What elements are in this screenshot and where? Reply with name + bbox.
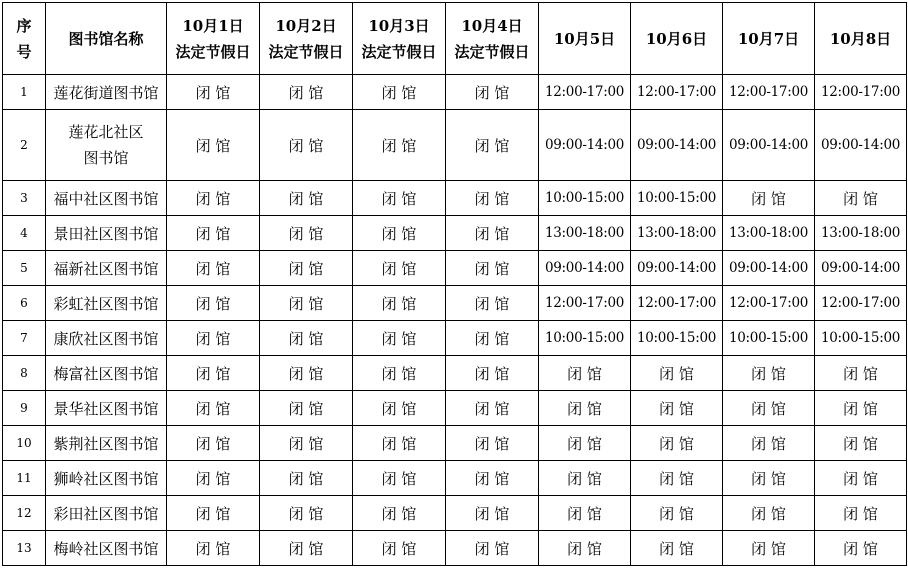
hours-cell: 10:00-15:00	[539, 181, 631, 216]
hours-cell: 闭 馆	[446, 286, 539, 321]
header-day-2-date: 10月2日	[275, 16, 337, 35]
hours-cell: 12:00-17:00	[723, 286, 815, 321]
hours-cell: 闭 馆	[167, 75, 260, 110]
library-name-line1: 莲花北社区	[68, 123, 144, 141]
hours-cell: 闭 馆	[167, 216, 260, 251]
hours-cell: 09:00-14:00	[723, 251, 815, 286]
hours-cell: 闭 馆	[260, 461, 353, 496]
hours-cell: 闭 馆	[446, 321, 539, 356]
header-day-7: 10月7日	[723, 3, 815, 75]
hours-cell: 09:00-14:00	[631, 110, 723, 181]
header-library-name: 图书馆名称	[46, 3, 167, 75]
hours-cell: 闭 馆	[260, 321, 353, 356]
header-day-1	[167, 3, 260, 75]
hours-cell: 闭 馆	[167, 181, 260, 216]
hours-cell: 闭 馆	[446, 251, 539, 286]
header-day-8: 10月8日	[815, 3, 907, 75]
table-row	[3, 110, 907, 181]
hours-cell: 闭 馆	[446, 216, 539, 251]
hours-cell: 闭 馆	[815, 461, 907, 496]
row-index: 6	[3, 286, 46, 321]
hours-cell: 闭 馆	[353, 251, 446, 286]
table-row	[3, 461, 907, 496]
library-name: 莲花街道图书馆	[46, 75, 167, 110]
header-index-line1: 序	[16, 16, 32, 35]
hours-cell: 闭 馆	[353, 216, 446, 251]
hours-cell: 12:00-17:00	[723, 75, 815, 110]
hours-cell: 闭 馆	[353, 391, 446, 426]
library-name: 紫荆社区图书馆	[46, 426, 167, 461]
row-index: 9	[3, 391, 46, 426]
table-row	[3, 321, 907, 356]
library-name-line2: 图书馆	[83, 149, 129, 167]
hours-cell: 闭 馆	[815, 181, 907, 216]
hours-cell: 闭 馆	[446, 496, 539, 531]
hours-cell: 闭 馆	[815, 531, 907, 566]
hours-cell: 闭 馆	[167, 391, 260, 426]
library-schedule-table	[2, 2, 907, 566]
hours-cell: 闭 馆	[353, 496, 446, 531]
row-index: 1	[3, 75, 46, 110]
hours-cell: 闭 馆	[815, 426, 907, 461]
hours-cell: 闭 馆	[446, 75, 539, 110]
hours-cell: 闭 馆	[167, 426, 260, 461]
row-index: 12	[3, 496, 46, 531]
hours-cell: 闭 馆	[167, 531, 260, 566]
hours-cell: 闭 馆	[167, 461, 260, 496]
hours-cell: 闭 馆	[446, 181, 539, 216]
row-index: 8	[3, 356, 46, 391]
hours-cell: 09:00-14:00	[539, 110, 631, 181]
hours-cell: 闭 馆	[167, 251, 260, 286]
hours-cell: 13:00-18:00	[631, 216, 723, 251]
header-day-3-holiday: 法定节假日	[361, 42, 437, 61]
hours-cell: 闭 馆	[353, 75, 446, 110]
hours-cell: 闭 馆	[446, 531, 539, 566]
hours-cell: 闭 馆	[539, 461, 631, 496]
hours-cell: 闭 馆	[815, 391, 907, 426]
hours-cell: 闭 馆	[353, 356, 446, 391]
table-row	[3, 356, 907, 391]
library-name: 梅岭社区图书馆	[46, 531, 167, 566]
table-row	[3, 391, 907, 426]
header-index	[3, 3, 46, 75]
row-index: 7	[3, 321, 46, 356]
header-day-3	[353, 3, 446, 75]
library-name: 狮岭社区图书馆	[46, 461, 167, 496]
table-row	[3, 181, 907, 216]
library-name: 福中社区图书馆	[46, 181, 167, 216]
hours-cell: 闭 馆	[446, 391, 539, 426]
hours-cell: 闭 馆	[260, 356, 353, 391]
header-day-2	[260, 3, 353, 75]
hours-cell: 闭 馆	[631, 391, 723, 426]
hours-cell: 闭 馆	[539, 426, 631, 461]
hours-cell: 闭 馆	[353, 426, 446, 461]
header-row	[3, 3, 907, 75]
hours-cell: 闭 馆	[260, 531, 353, 566]
header-day-4	[446, 3, 539, 75]
hours-cell: 10:00-15:00	[723, 321, 815, 356]
hours-cell: 闭 馆	[723, 356, 815, 391]
hours-cell: 12:00-17:00	[539, 286, 631, 321]
hours-cell: 闭 馆	[260, 286, 353, 321]
header-day-1-date: 10月1日	[182, 16, 244, 35]
hours-cell: 10:00-15:00	[631, 321, 723, 356]
hours-cell: 12:00-17:00	[631, 286, 723, 321]
hours-cell: 闭 馆	[723, 461, 815, 496]
row-index: 5	[3, 251, 46, 286]
hours-cell: 闭 馆	[167, 286, 260, 321]
library-name: 康欣社区图书馆	[46, 321, 167, 356]
hours-cell: 闭 馆	[260, 391, 353, 426]
hours-cell: 12:00-17:00	[539, 75, 631, 110]
hours-cell: 闭 馆	[631, 461, 723, 496]
hours-cell: 闭 馆	[353, 531, 446, 566]
hours-cell: 闭 馆	[446, 356, 539, 391]
hours-cell: 09:00-14:00	[815, 251, 907, 286]
library-name: 景华社区图书馆	[46, 391, 167, 426]
row-index: 3	[3, 181, 46, 216]
hours-cell: 闭 馆	[260, 110, 353, 181]
hours-cell: 闭 馆	[353, 461, 446, 496]
header-index-line2: 号	[16, 42, 32, 61]
hours-cell: 12:00-17:00	[815, 75, 907, 110]
hours-cell: 闭 馆	[539, 496, 631, 531]
library-name: 彩虹社区图书馆	[46, 286, 167, 321]
header-day-6: 10月6日	[631, 3, 723, 75]
hours-cell: 闭 馆	[723, 426, 815, 461]
hours-cell: 闭 馆	[631, 531, 723, 566]
hours-cell: 闭 馆	[353, 286, 446, 321]
hours-cell: 10:00-15:00	[631, 181, 723, 216]
hours-cell: 09:00-14:00	[723, 110, 815, 181]
hours-cell: 闭 馆	[723, 496, 815, 531]
hours-cell: 13:00-18:00	[815, 216, 907, 251]
row-index: 10	[3, 426, 46, 461]
hours-cell: 闭 馆	[631, 426, 723, 461]
table-row	[3, 531, 907, 566]
hours-cell: 闭 馆	[631, 356, 723, 391]
hours-cell: 闭 馆	[815, 356, 907, 391]
table-row	[3, 216, 907, 251]
hours-cell: 闭 馆	[353, 321, 446, 356]
hours-cell: 闭 馆	[167, 496, 260, 531]
hours-cell: 闭 馆	[260, 181, 353, 216]
hours-cell: 闭 馆	[815, 496, 907, 531]
table-row	[3, 75, 907, 110]
hours-cell: 09:00-14:00	[631, 251, 723, 286]
library-name: 福新社区图书馆	[46, 251, 167, 286]
header-day-3-date: 10月3日	[368, 16, 430, 35]
hours-cell: 闭 馆	[539, 356, 631, 391]
hours-cell: 闭 馆	[260, 216, 353, 251]
header-day-1-holiday: 法定节假日	[175, 42, 251, 61]
hours-cell: 13:00-18:00	[723, 216, 815, 251]
hours-cell: 闭 馆	[539, 531, 631, 566]
row-index: 11	[3, 461, 46, 496]
library-name	[46, 110, 167, 181]
hours-cell: 闭 馆	[446, 461, 539, 496]
hours-cell: 闭 馆	[167, 321, 260, 356]
hours-cell: 闭 馆	[446, 110, 539, 181]
hours-cell: 闭 馆	[446, 426, 539, 461]
row-index: 4	[3, 216, 46, 251]
table-row	[3, 426, 907, 461]
hours-cell: 闭 馆	[723, 181, 815, 216]
library-name: 彩田社区图书馆	[46, 496, 167, 531]
hours-cell: 闭 馆	[260, 251, 353, 286]
hours-cell: 闭 馆	[353, 110, 446, 181]
hours-cell: 闭 馆	[723, 391, 815, 426]
hours-cell: 闭 馆	[260, 426, 353, 461]
table-row	[3, 286, 907, 321]
hours-cell: 闭 馆	[539, 391, 631, 426]
table-row	[3, 251, 907, 286]
hours-cell: 闭 馆	[260, 75, 353, 110]
hours-cell: 13:00-18:00	[539, 216, 631, 251]
hours-cell: 闭 馆	[260, 496, 353, 531]
hours-cell: 闭 馆	[723, 531, 815, 566]
header-day-2-holiday: 法定节假日	[268, 42, 344, 61]
library-name: 景田社区图书馆	[46, 216, 167, 251]
header-day-4-date: 10月4日	[461, 16, 523, 35]
hours-cell: 闭 馆	[167, 356, 260, 391]
hours-cell: 09:00-14:00	[815, 110, 907, 181]
hours-cell: 09:00-14:00	[539, 251, 631, 286]
row-index: 2	[3, 110, 46, 181]
hours-cell: 闭 馆	[631, 496, 723, 531]
header-day-5: 10月5日	[539, 3, 631, 75]
hours-cell: 10:00-15:00	[815, 321, 907, 356]
hours-cell: 闭 馆	[353, 181, 446, 216]
header-day-4-holiday: 法定节假日	[454, 42, 530, 61]
hours-cell: 12:00-17:00	[815, 286, 907, 321]
row-index: 13	[3, 531, 46, 566]
library-name: 梅富社区图书馆	[46, 356, 167, 391]
table-row	[3, 496, 907, 531]
hours-cell: 10:00-15:00	[539, 321, 631, 356]
hours-cell: 闭 馆	[167, 110, 260, 181]
hours-cell: 12:00-17:00	[631, 75, 723, 110]
